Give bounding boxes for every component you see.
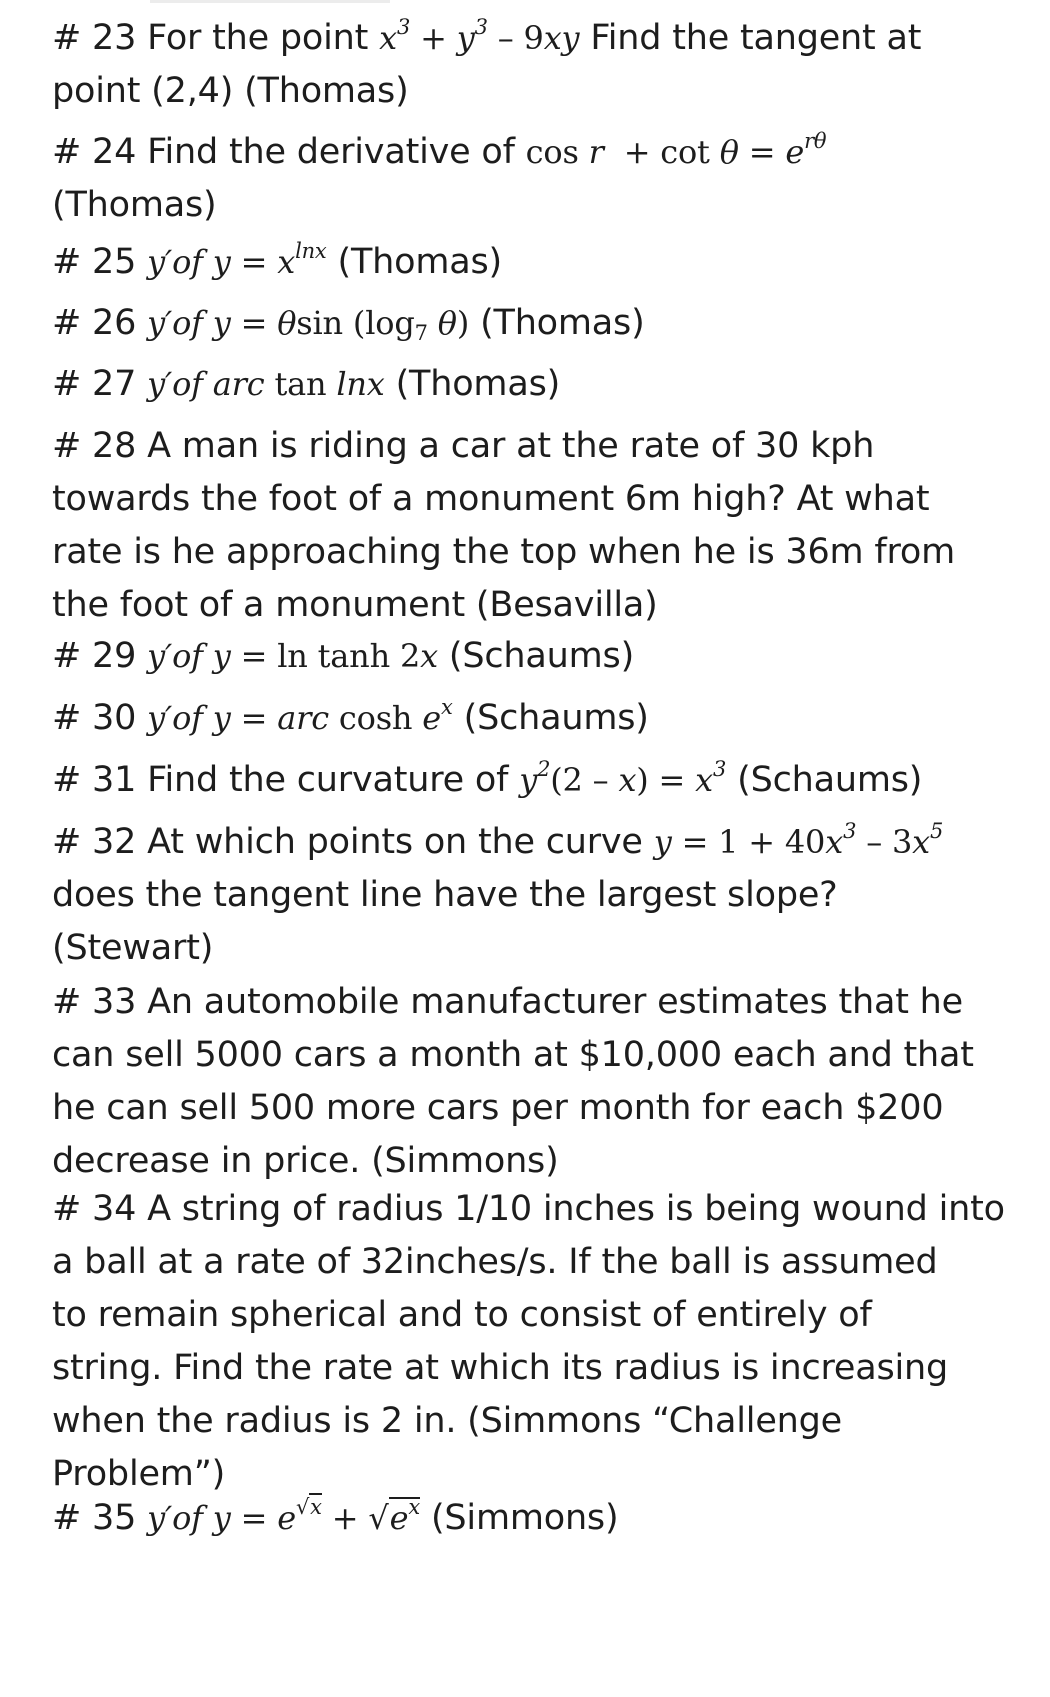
problem-text: Problem”): [52, 1454, 226, 1494]
problem-33: [52, 976, 1026, 1188]
math-expression: $y^2(2 - x) = x^3$: [519, 757, 727, 799]
problem-32: [52, 816, 1026, 975]
problem-text: (Thomas): [337, 242, 502, 282]
problem-number: # 31: [52, 760, 137, 800]
problem-text: does the tangent line have the largest slope?: [52, 875, 838, 915]
problem-text: rate is he approaching the top when he is 36m from: [52, 532, 956, 572]
problem-text: can sell 5000 cars a month at $10,000 each and that: [52, 1035, 974, 1075]
problem-number: # 23: [52, 18, 137, 58]
problem-26: [52, 297, 1026, 350]
problem-number: # 29: [52, 636, 137, 676]
problem-23: [52, 12, 1026, 118]
problem-31: [52, 754, 1026, 807]
problem-text: when the radius is 2 in. (Simmons “Challenge: [52, 1401, 842, 1441]
math-expression: y′of $y = e^{√x} + √e^x$: [147, 1495, 421, 1537]
problem-text: the foot of a monument (Besavilla): [52, 585, 658, 625]
problem-text: string. Find the rate at which its radius is increasing: [52, 1348, 949, 1388]
problem-text: (Simmons): [430, 1498, 619, 1538]
problem-text: he can sell 500 more cars per month for each $200: [52, 1088, 944, 1128]
problem-25: [52, 236, 1026, 289]
problem-text: (Schaums): [448, 636, 635, 676]
problem-text: Find the curvature of: [147, 760, 509, 800]
problem-number: # 30: [52, 698, 137, 738]
problem-number: # 25: [52, 242, 137, 282]
problem-24: [52, 126, 1026, 232]
math-expression: y′of $y = x^{lnx}$: [147, 239, 327, 281]
problem-text: A string of radius 1/10 inches is being wound into: [147, 1189, 1005, 1229]
math-expression: y′of arc tan lnx: [147, 365, 385, 403]
problem-text: towards the foot of a monument 6m high? At what: [52, 479, 930, 519]
problem-number: # 27: [52, 364, 137, 404]
math-expression: y′of y = arc $\cosh e^x$: [147, 695, 453, 737]
problem-number: # 33: [52, 982, 137, 1022]
problem-text: a ball at a rate of 32inches/s. If the ball is assumed: [52, 1242, 938, 1282]
problem-28: [52, 420, 1026, 632]
problem-text: (Thomas): [480, 303, 645, 343]
problem-34: [52, 1183, 1026, 1501]
problem-30: [52, 692, 1026, 745]
problem-text: to remain spherical and to consist of entirely of: [52, 1295, 872, 1335]
problem-text: For the point: [147, 18, 369, 58]
problem-text: Find the derivative of: [147, 132, 515, 172]
problem-number: # 26: [52, 303, 137, 343]
problem-27: [52, 358, 1026, 411]
cropped-top-text: [150, 0, 390, 9]
problem-number: # 32: [52, 822, 137, 862]
problem-number: # 28: [52, 426, 137, 466]
problem-number: # 34: [52, 1189, 137, 1229]
problem-text: (Stewart): [52, 928, 214, 968]
problem-text: An automobile manufacturer estimates that he: [147, 982, 963, 1022]
problem-text: A man is riding a car at the rate of 30 kph: [147, 426, 875, 466]
problem-text: (Thomas): [395, 364, 561, 404]
problem-number: # 35: [52, 1498, 137, 1538]
problem-number: # 24: [52, 132, 137, 172]
math-expression: y′of y = θsin ($\log_7$ θ): [147, 304, 470, 345]
problem-text: decrease in price. (Simmons): [52, 1141, 559, 1181]
problem-text: (Thomas): [52, 185, 217, 225]
math-expression: $y = 1 + 40x^3 - 3x^5$: [653, 819, 944, 861]
math-expression: $x^3 + y^3 - 9xy$: [379, 15, 580, 57]
problem-text: (Schaums): [737, 760, 923, 800]
problem-text: (Schaums): [463, 698, 649, 738]
problem-text: At which points on the curve: [147, 822, 643, 862]
problem-text: Find the tangent at: [590, 18, 922, 58]
problem-29: [52, 630, 1026, 683]
math-expression: y′of y = ln tanh 2x: [147, 637, 438, 675]
problem-text: point (2,4) (Thomas): [52, 71, 409, 111]
problem-35: [52, 1492, 1026, 1545]
math-expression: $\cos r + \cot \theta = e^{r\theta}$: [525, 129, 827, 171]
